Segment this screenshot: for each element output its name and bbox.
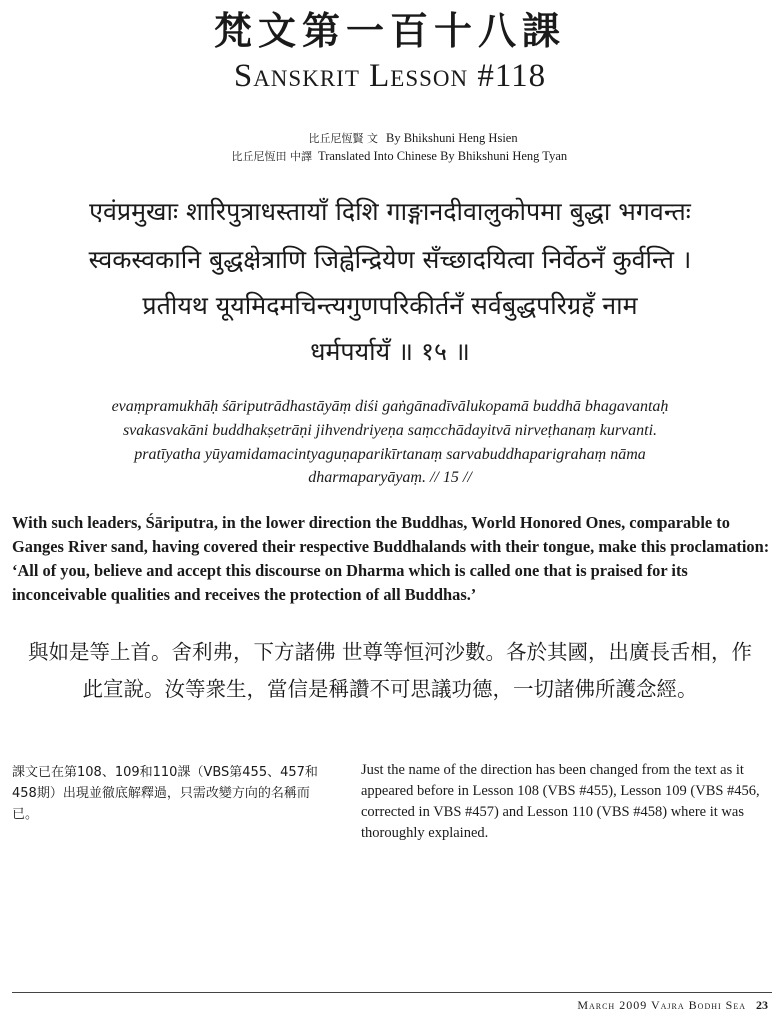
english-translation: With such leaders, Śāriputra, in the lower direction the Buddhas, World Honored Ones, comparable to Ganges River sand, having covered their respective Buddhalands with their tongue, make this proclamation: ‘All of you, believe and accept this discourse on Dharma which is called one that is praised for its inconceivable qualities and receives the protection of all Buddhas.’ xyxy=(12,513,770,604)
note-english: Just the name of the direction has been changed from the text as it appeared before in Lesson 108 (VBS #455), Lesson 109 (VBS #456, corrected in VBS #457) and Lesson 110 (VBS #458) where it was thoroughly explained. xyxy=(361,762,760,841)
translator-credit xyxy=(0,148,780,165)
devanagari-line: स्वकस्वकानि बुद्धक्षेत्राणि जिह्वेन्द्रियेण सँच्छादयित्वा निर्वेठनँ कुर्वन्ति । xyxy=(88,245,692,274)
translator-credit-english: Translated Into Chinese By Bhikshuni Heng Tyan xyxy=(318,149,568,163)
page-footer xyxy=(577,997,768,1013)
author-credit-english: By Bhikshuni Heng Hsien xyxy=(386,131,518,145)
footer-issue: March 2009 Vajra Bodhi Sea xyxy=(577,998,746,1012)
devanagari-line: एवंप्रमुखाः शारिपुत्राधस्तायाँ दिशि गाङ्गानदीवालुकोपमा बुद्धा भगवन्तः xyxy=(89,197,691,226)
transliteration-line: dharmaparyāyaṃ. // 15 // xyxy=(308,469,472,486)
devanagari-line: धर्मपर्यायँ ॥ १५ ॥ xyxy=(310,337,470,366)
page-title-english: Sanskrit Lesson #118 xyxy=(233,58,547,94)
footer-rule xyxy=(12,992,772,993)
author-credit xyxy=(0,130,780,147)
author-credit-chinese: 比丘尼恆賢 文 xyxy=(308,132,378,145)
translator-credit-chinese: 比丘尼恆田 中譯 xyxy=(231,150,312,163)
chinese-translation-line: 與如是等上首。舍利弗，下方諸佛 世尊等恒河沙數。各於其國，出廣長舌相，作 xyxy=(27,640,752,664)
chinese-translation-line: 此宣說。汝等衆生，當信是稱讚不可思議功德，一切諸佛所護念經。 xyxy=(82,677,698,701)
note-chinese: 課文已在第108、109和110課（VBS第455、457和458期）出現並徹底解釋過，只需改變方向的名稱而已。 xyxy=(12,765,318,822)
transliteration-line: pratīyatha yūyamidamacintyaguṇaparikīrtanaṃ sarvabuddhaparigrahaṃ nāma xyxy=(134,446,646,463)
page-title-chinese: 梵文第一百十八課 xyxy=(213,8,566,53)
page-number: 23 xyxy=(756,998,768,1012)
transliteration-line: svakasvakāni buddhakṣetrāṇi jihvendriyeṇa saṃcchādayitvā nirveṭhanaṃ kurvanti. xyxy=(122,422,658,439)
transliteration-line: evaṃpramukhāḥ śāriputrādhastāyāṃ diśi gaṅgānadīvālukopamā buddhā bhagavantaḥ xyxy=(111,398,669,415)
devanagari-line: प्रतीयथ यूयमिदमचिन्त्यगुणपरिकीर्तनँ सर्वबुद्धपरिग्रहँ नाम xyxy=(142,291,638,320)
